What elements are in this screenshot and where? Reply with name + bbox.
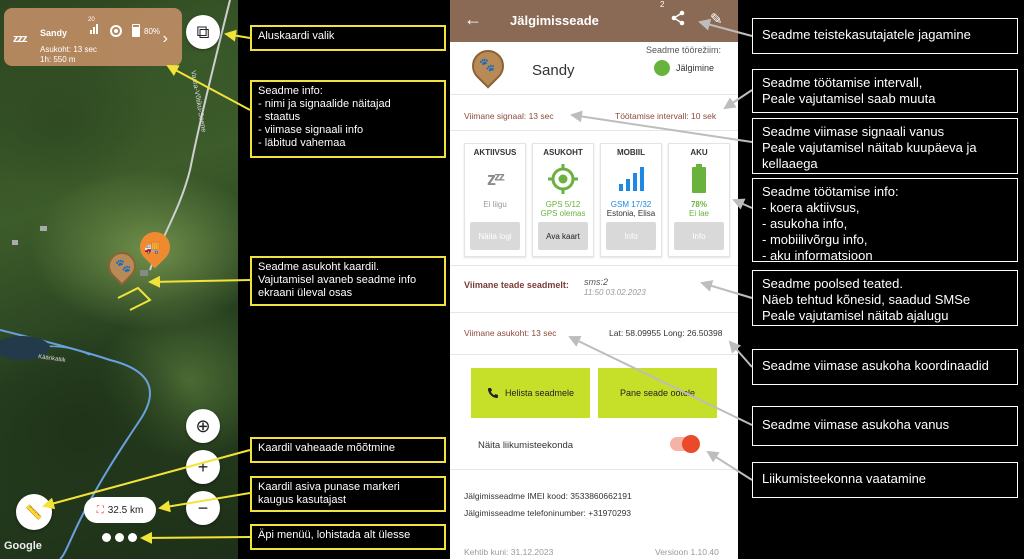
ruler-icon: 📏	[25, 503, 43, 520]
last-message-value[interactable]: sms:2	[584, 277, 609, 287]
phone-icon	[487, 387, 499, 399]
distance-travelled: 1h: 550 m	[40, 55, 76, 64]
valid-until: Kehtib kuni: 31.12.2023	[464, 547, 554, 557]
cell-signal-icon	[601, 162, 661, 196]
mode-status-dot	[654, 60, 670, 76]
zoom-in-button[interactable]	[186, 450, 220, 484]
callout-app-menu: Äpi menüü, lohistada alt ülesse	[250, 524, 446, 550]
callout-last-signal: Seadme viimase signaali vanus Peale vajutamisel näitab kuupäeva ja kellaaega	[752, 118, 1018, 174]
device-screen	[450, 0, 738, 559]
tile-location: ASUKOHT GPS 5/12 GPS olemas Ava kaart	[532, 143, 594, 257]
share-icon[interactable]	[670, 10, 686, 30]
device-name: Sandy	[532, 62, 575, 79]
tile-activity: AKTIIVSUS zᶻᶻ Ei liigu Näita logi	[464, 143, 526, 257]
google-logo: Google	[4, 540, 42, 552]
callout-device-location: Seadme asukoht kaardil. Vajutamisel avaneb seadme info ekraani üleval osas	[250, 256, 446, 306]
callout-location-age: Seadme viimase asukoha vanus	[752, 406, 1018, 446]
imei-code: Jälgimisseadme IMEI kood: 3533860662191	[464, 491, 632, 501]
callout-device-info: Seadme info: - nimi ja signaalide näitajad - staatus - viimase signaali info - läbitud vahemaa	[250, 80, 446, 158]
signal-bars-icon	[90, 24, 98, 34]
divider	[450, 94, 738, 95]
callout-basemap: Aluskaardi valik	[250, 25, 446, 51]
layers-button[interactable]	[186, 15, 220, 49]
map-view[interactable]	[0, 0, 238, 559]
mode-label: Seadme töörežiim:	[646, 45, 722, 55]
device-info-card[interactable]	[4, 8, 182, 66]
app-header	[450, 0, 738, 42]
gps-target-icon	[533, 162, 593, 196]
battery-icon	[132, 24, 140, 37]
trail-toggle[interactable]	[670, 437, 698, 451]
trail-toggle-label: Näita liikumisteekonda	[478, 440, 574, 451]
share-count-badge: 2	[660, 0, 665, 9]
distance-pill[interactable]	[84, 497, 156, 523]
last-signal-link[interactable]: Viimane signaal: 13 sec	[464, 111, 554, 121]
device-phone-number: Jälgimisseadme telefoninumber: +31970293	[464, 508, 632, 518]
open-map-button[interactable]: Ava kaart	[538, 222, 588, 250]
battery-info-button[interactable]: Info	[674, 222, 724, 250]
locate-button[interactable]	[186, 409, 220, 443]
paw-icon: 🐾	[479, 57, 496, 73]
zoom-out-button[interactable]	[186, 491, 220, 525]
back-arrow-icon[interactable]: ←	[464, 9, 482, 29]
coordinates: Lat: 58.09955 Long: 26.50398	[609, 328, 723, 338]
callout-share: Seadme teistekasutajatele jagamine	[752, 18, 1018, 54]
callout-coordinates: Seadme viimase asukoha koordinaadid	[752, 349, 1018, 385]
divider	[450, 354, 738, 355]
device-name: Sandy	[40, 28, 68, 38]
plus-icon: +	[197, 456, 209, 477]
mobile-info-button[interactable]: Info	[606, 222, 656, 250]
sleep-icon: zzz	[13, 33, 27, 45]
distance-value: 32.5 km	[107, 504, 144, 516]
show-log-button[interactable]: Näita logi	[470, 222, 520, 250]
call-device-button[interactable]: Helista seadmele	[471, 368, 590, 418]
distance-frame-icon: ⛶	[96, 504, 104, 516]
signal-count: 20	[88, 17, 95, 23]
callout-ruler: Kaardil vaheaade mõõtmine	[250, 437, 446, 463]
app-menu-handle[interactable]	[102, 533, 137, 542]
device-avatar	[465, 43, 510, 88]
edit-icon[interactable]: ✎	[710, 11, 723, 28]
divider	[450, 265, 738, 266]
creek-label: Käärikatiik	[37, 354, 66, 364]
layers-icon: ⧉	[196, 21, 210, 42]
callout-trail: Liikumisteekonna vaatamine	[752, 462, 1018, 498]
road-label: Vaara-Võtiku-Seene	[189, 70, 207, 133]
truck-icon: 🚚	[144, 238, 161, 254]
callout-work-info: Seadme töötamise info: - koera aktiivsus, - asukoha info, - mobiilivõrgu info, - aku informatsioon	[752, 178, 1018, 262]
tile-battery: AKU 78% Ei lae Info	[668, 143, 730, 257]
last-message-time: 11:50 03.02.2023	[584, 288, 646, 297]
interval-link[interactable]: Töötamise intervall: 10 sek	[615, 111, 717, 121]
battery-level: 80%	[144, 27, 161, 36]
minus-icon: −	[197, 497, 209, 518]
page-title: Jälgimisseade	[510, 13, 599, 28]
locate-icon: ⊕	[195, 415, 211, 436]
standby-device-button[interactable]: Pane seade ootele	[598, 368, 717, 418]
location-age: Asukoht: 13 sec	[40, 45, 97, 54]
last-location-age: Viimane asukoht: 13 sec	[464, 328, 557, 338]
callout-device-messages: Seadme poolsed teated. Näeb tehtud kõnesid, saadud SMSe Peale vajutamisel näitab ajalugu	[752, 270, 1018, 326]
divider	[450, 312, 738, 313]
sleep-icon: zᶻᶻ	[486, 168, 503, 189]
gps-icon	[110, 25, 122, 37]
mode-value: Jälgimine	[676, 63, 715, 73]
divider	[450, 130, 738, 131]
battery-icon	[669, 162, 729, 196]
app-version: Versioon 1.10.40	[655, 547, 719, 557]
chevron-right-icon[interactable]: ›	[162, 30, 168, 47]
callout-interval: Seadme töötamise intervall, Peale vajutamisel saab muuta	[752, 69, 1018, 113]
callout-distance: Kaardil asiva punase markeri kaugus kasutajast	[250, 476, 446, 512]
tile-mobile: MOBIIL GSM 17/32 Estonia, Elisa Info	[600, 143, 662, 257]
divider	[450, 469, 738, 470]
status-tiles	[464, 143, 730, 257]
paw-icon: 🐾	[115, 257, 132, 273]
ruler-button[interactable]	[16, 494, 52, 530]
last-message-label: Viimane teade seadmelt:	[464, 280, 569, 290]
